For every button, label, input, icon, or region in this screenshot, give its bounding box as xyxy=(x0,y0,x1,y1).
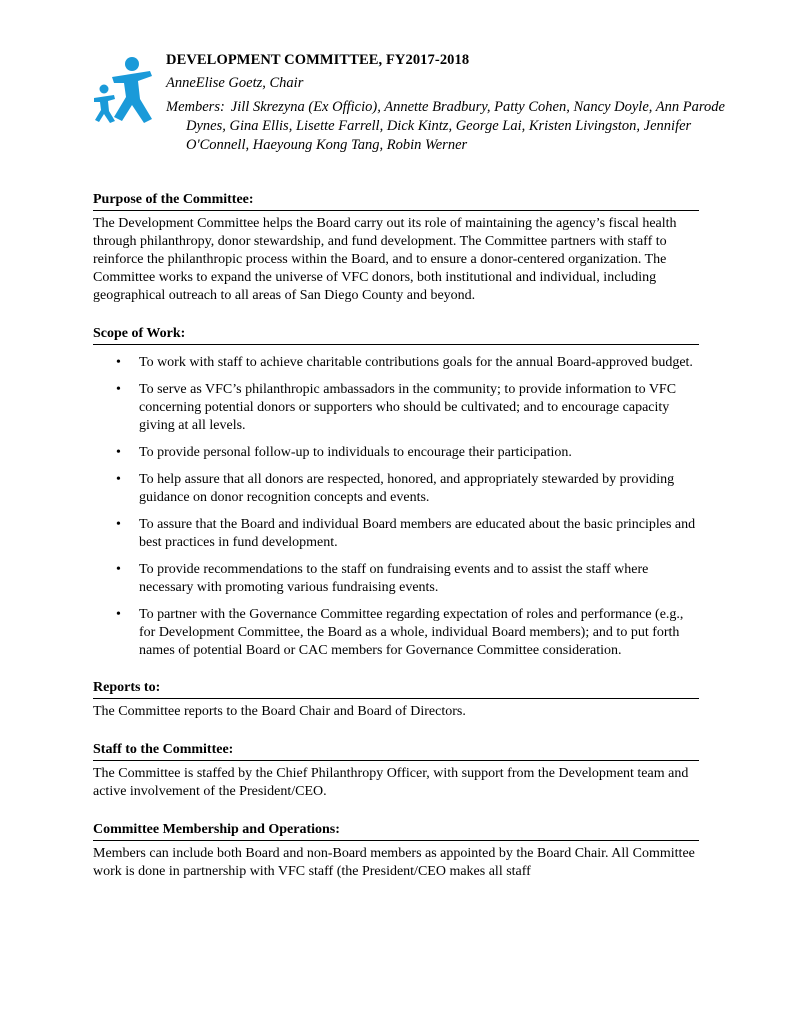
reports-section xyxy=(93,680,699,721)
list-item-text: To help assure that all donors are respected, honored, and appropriately stewarded by providing guidance on donor recognition concepts and events. xyxy=(139,472,675,505)
list-item-text: To work with staff to achieve charitable contributions goals for the annual Board-approved budget. xyxy=(139,355,693,370)
list-item xyxy=(93,471,699,507)
bullet-icon: • xyxy=(116,355,121,370)
document-body xyxy=(93,192,699,902)
section-heading: Purpose of the Committee: xyxy=(93,192,699,211)
section-text: The Committee is staffed by the Chief Philanthropy Officer, with support from the Development team and active involvement of the President/CEO. xyxy=(93,766,689,799)
list-item-text: To partner with the Governance Committee regarding expectation of roles and performance (e.g., for Development Committee, the Board as a whole, individual Board members); and to put forth names of potential Board or CAC members for Governance Committee consideration. xyxy=(139,607,684,658)
section-text: The Committee reports to the Board Chair and Board of Directors. xyxy=(93,704,466,719)
members-label: Members: xyxy=(166,99,225,115)
scope-list xyxy=(93,354,699,660)
list-item xyxy=(93,444,699,462)
list-item-text: To provide recommendations to the staff on fundraising events and to assist the staff where necessary with promoting various fundraising events. xyxy=(139,562,649,595)
list-item xyxy=(93,516,699,552)
bullet-icon: • xyxy=(116,607,121,622)
bullet-icon: • xyxy=(116,472,121,487)
section-heading: Committee Membership and Operations: xyxy=(93,822,699,841)
section-text: Members can include both Board and non-Board members as appointed by the Board Chair. All Committee work is done in partnership with VFC staff (the President/CEO makes all staff xyxy=(93,846,695,879)
list-item xyxy=(93,606,699,660)
section-heading: Staff to the Committee: xyxy=(93,742,699,761)
document-title: DEVELOPMENT COMMITTEE, FY2017-2018 xyxy=(166,52,470,68)
committee-members xyxy=(166,98,726,155)
list-item xyxy=(93,561,699,597)
bullet-icon: • xyxy=(116,445,121,460)
purpose-section xyxy=(93,192,699,305)
bullet-icon: • xyxy=(116,382,121,397)
section-heading: Scope of Work: xyxy=(93,326,699,345)
section-heading: Reports to: xyxy=(93,680,699,699)
list-item-text: To provide personal follow-up to individuals to encourage their participation. xyxy=(139,445,572,460)
list-item xyxy=(93,381,699,435)
list-item xyxy=(93,354,699,372)
list-item-text: To assure that the Board and individual Board members are educated about the basic principles and best practices in fund development. xyxy=(139,517,696,550)
section-text: The Development Committee helps the Board carry out its role of maintaining the agency’s fiscal health through philanthropy, donor stewardship, and fund development. The Committee partners with staff to reinforce the philanthropic process within the Board, and to ensure a donor-centered organization. The Committee works to expand the universe of VFC donors, both institutional and individual, including geographical outreach to all areas of San Diego County and beyond. xyxy=(93,216,677,303)
bullet-icon: • xyxy=(116,517,121,532)
people-figures-icon xyxy=(92,55,172,125)
members-list: Jill Skrezyna (Ex Officio), Annette Bradbury, Patty Cohen, Nancy Doyle, Ann Parode Dynes, Gina Ellis, Lisette Farrell, Dick Kintz, George Lai, Kristen Livingston, Jennifer O'Connell, Haeyoung Kong Tang, Robin Werner xyxy=(186,99,725,153)
membership-section xyxy=(93,822,699,881)
bullet-icon: • xyxy=(116,562,121,577)
document-header xyxy=(166,52,726,155)
scope-section xyxy=(93,326,699,660)
list-item-text: To serve as VFC’s philanthropic ambassadors in the community; to provide information to VFC concerning potential donors or supporters who should be cultivated; and to encourage capacity giving at all levels. xyxy=(139,382,677,433)
committee-chair: AnneElise Goetz, Chair xyxy=(166,75,304,91)
staff-section xyxy=(93,742,699,801)
